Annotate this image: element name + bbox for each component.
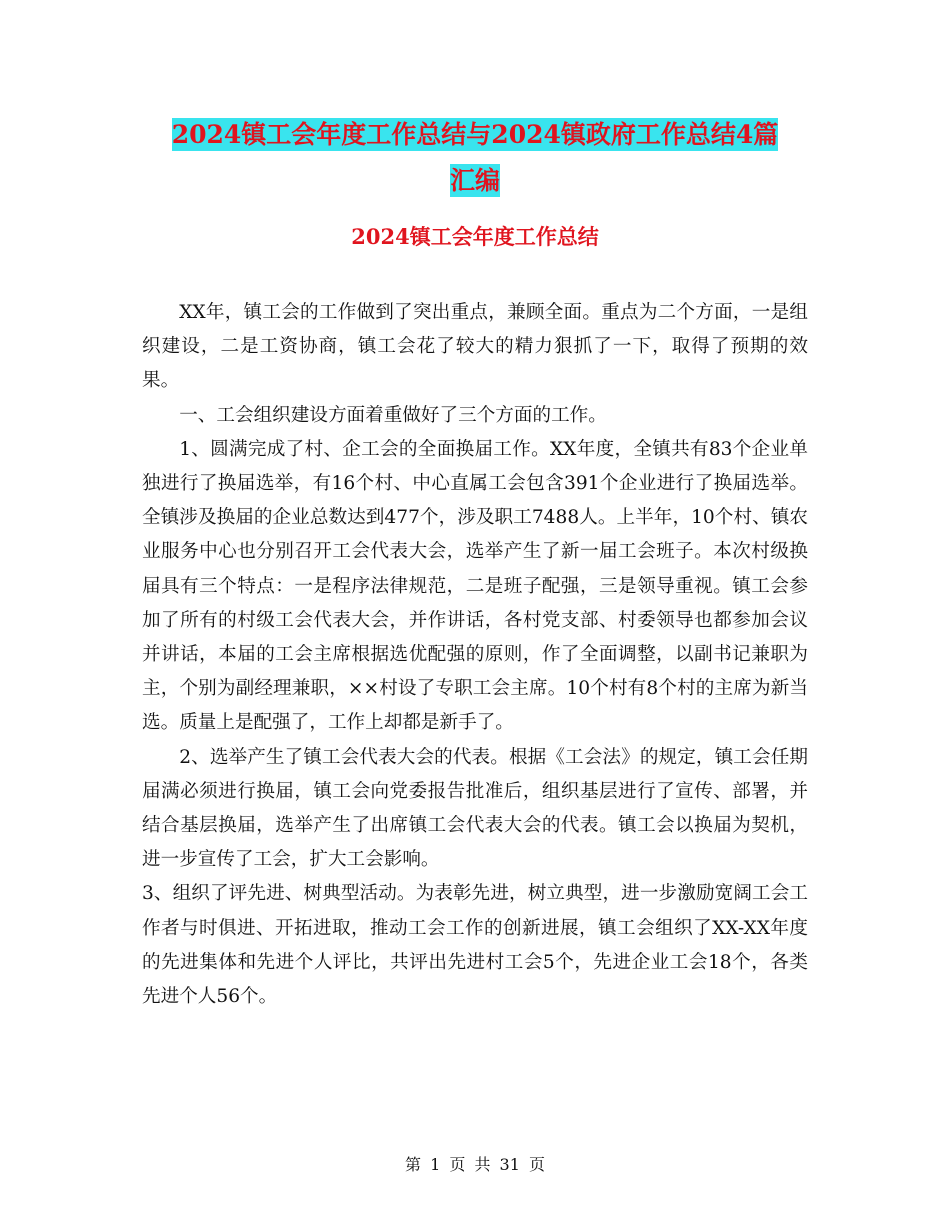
paragraph-item-2: 2、选举产生了镇工会代表大会的代表。根据《工会法》的规定，镇工会任期届满必须进行换届，镇工会向党委报告批准后，组织基层进行了宣传、部署，并结合基层换届，选举产生了出席镇工会代表大会的代表。镇工会以换届为契机，进一步宣传了工会，扩大工会影响。 [142, 746, 808, 871]
document-title [140, 112, 810, 204]
section-title: 2024镇工会年度工作总结 [351, 224, 599, 249]
document-body [142, 296, 808, 1014]
document-title-line1: 2024镇工会年度工作总结与2024镇政府工作总结4篇 [171, 120, 779, 149]
paragraph-intro: XX年，镇工会的工作做到了突出重点，兼顾全面。重点为二个方面，一是组织建设，二是工资协商，镇工会花了较大的精力狠抓了一下，取得了预期的效果。 [142, 302, 808, 392]
page-footer: 第 1 页 共 31 页 [405, 1155, 545, 1174]
document-title-line2: 汇编 [449, 166, 500, 195]
paragraph-item-3: 3、组织了评先进、树典型活动。为表彰先进，树立典型，进一步激励宽阔工会工作者与时俱进、开拓进取，推动工会工作的创新进展，镇工会组织了XX-XX年度的先进集体和先进个人评比，共评出先进村工会5个，先进企业工会18个，各类先进个人56个。 [142, 883, 808, 1008]
paragraph-item-1: 1、圆满完成了村、企工会的全面换届工作。XX年度，全镇共有83个企业单独进行了换届选举，有16个村、中心直属工会包含391个企业进行了换届选举。全镇涉及换届的企业总数达到477个，涉及职工7488人。上半年，10个村、镇农业服务中心也分别召开工会代表大会，选举产生了新一届工会班子。本次村级换届具有三个特点：一是程序法律规范，二是班子配强，三是领导重视。镇工会参加了所有的村级工会代表大会，并作讲话，各村党支部、村委领导也都参加会议并讲话，本届的工会主席根据选优配强的原则，作了全面调整，以副书记兼职为主，个别为副经理兼职，××村设了专职工会主席。10个村有8个村的主席为新当选。质量上是配强了，工作上却都是新手了。 [142, 438, 808, 734]
paragraph-heading-1: 一、工会组织建设方面着重做好了三个方面的工作。 [179, 404, 607, 426]
